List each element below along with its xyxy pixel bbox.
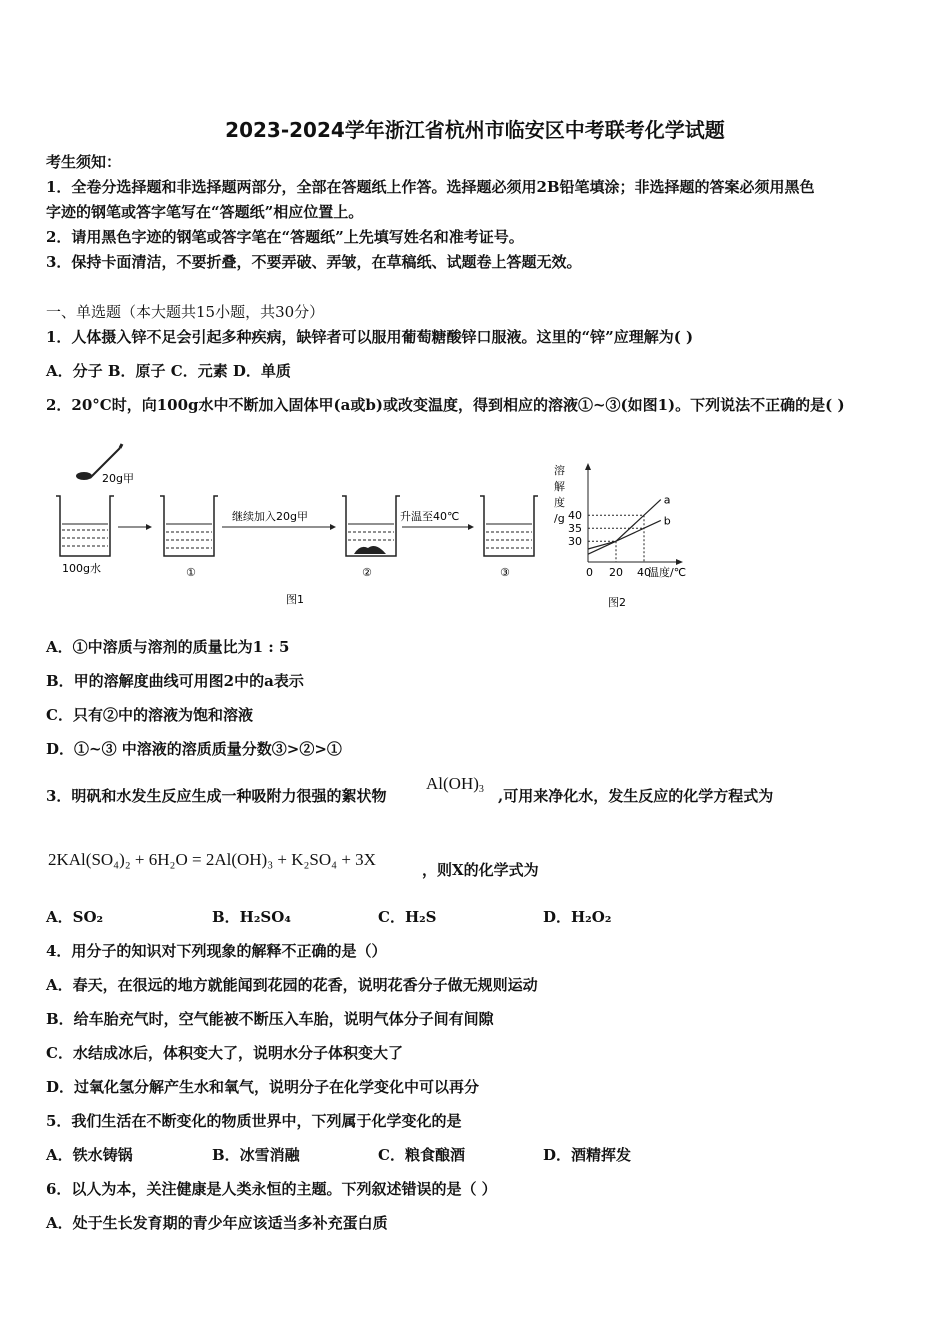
q1-options: A．分子 B．原子 C．元素 D．单质 [46,362,291,380]
arrow-3-label: 升温至40℃ [400,510,460,523]
x-tick-0: 0 [586,566,593,579]
q3-stem-a: 3．明矾和水发生反应生成一种吸附力很强的絮状物 [46,787,387,805]
notice-heading: 考生须知： [46,153,122,171]
q2-option-d: D．①~③ 中溶液的溶质质量分数③>②>① [46,740,342,758]
q5-option-b: B．冰雪消融 [212,1146,300,1164]
water-label: 100g水 [62,562,101,575]
y-tick-40: 40 [568,509,582,523]
q2-option-a: A．①中溶质与溶剂的质量比为1 : 5 [46,638,290,656]
beaker-2-label: ② [362,566,372,579]
q3-equation: 2KAl(SO₄)₂ + 6H₂O = 2Al(OH)₃ + K₂SO₄ + 3X [48,850,376,869]
figure-1-caption: 图1 [286,593,304,606]
y-axis-arrow [585,463,591,470]
q4-stem: 4．用分子的知识对下列现象的解释不正确的是（） [46,942,387,960]
arrow-3-head [468,524,474,530]
notice-line-1b: 字迹的钢笔或答字笔写在“答题纸”相应位置上。 [46,203,364,221]
y-tick-35: 35 [568,522,582,536]
q4-option-c: C．水结成冰后，体积变大了，说明水分子体积变大了 [46,1044,403,1062]
x-tick-40: 40 [637,566,651,579]
chart-ylabel-4: /g [554,512,565,525]
q3-equation-tail: ，则X的化学式为 [422,861,539,879]
beaker-3 [480,496,538,556]
figure-1 [50,438,550,610]
figure-2-caption: 图2 [608,596,626,609]
q4-option-a: A．春天，在很远的地方就能闻到花园的花香，说明花香分子做无规则运动 [46,976,538,994]
chart-ylabel-3: 度 [554,496,565,509]
q2-option-b: B．甲的溶解度曲线可用图2中的a表示 [46,672,304,690]
q5-option-a: A．铁水铸锅 [46,1146,133,1164]
q4-option-b: B．给车胎充气时，空气能被不断压入车胎，说明气体分子间有间隙 [46,1010,494,1028]
q5-stem: 5．我们生活在不断变化的物质世界中，下列属于化学变化的是 [46,1112,462,1130]
q1-stem: 1．人体摄入锌不足会引起多种疾病，缺锌者可以服用葡萄糖酸锌口服液。这里的“锌”应理解为( ) [46,328,694,346]
y-tick-30: 30 [568,535,582,549]
spoon-label: 20g甲 [102,472,134,485]
solubility-chart [550,460,720,612]
chart-xlabel: 温度/℃ [648,566,687,579]
notice-line-1: 1．全卷分选择题和非选择题两部分，全部在答题纸上作答。选择题必须用2B铅笔填涂；非选择题的答案必须用黑色 [46,178,815,196]
beaker-1 [160,496,218,556]
notice-line-2: 2．请用黑色字迹的钢笔或答字笔在“答题纸”上先填写姓名和准考证号。 [46,228,524,246]
q3-option-d: D．H₂O₂ [543,908,612,926]
series-a-label: a [663,493,671,507]
aloh-text: Al(OH) [426,774,479,793]
q2-option-c: C．只有②中的溶液为饱和溶液 [46,706,253,724]
notice-line-3: 3．保持卡面清洁，不要折叠，不要弄破、弄皱，在草稿纸、试题卷上答题无效。 [46,253,582,271]
chart-ylabel-2: 解 [554,480,565,493]
beaker-3-label: ③ [500,566,510,579]
series-b-label: b [663,514,671,528]
q3-option-b: B．H₂SO₄ [212,908,291,926]
arrow-1-head [146,524,152,530]
undissolved-solid [354,546,386,554]
arrow-2-head [330,524,336,530]
beaker-2 [342,496,400,556]
q5-option-c: C．粮食酿酒 [378,1146,465,1164]
q3-option-c: C．H₂S [378,908,437,926]
q2-stem: 2．20°C时，向100g水中不断加入固体甲(a或b)或改变温度，得到相应的溶液①~③(如图1)。下列说法不正确的是( ) [46,396,845,414]
x-axis-arrow [676,559,683,565]
q3-option-a: A．SO₂ [46,908,104,926]
q3-stem-b: ,可用来净化水，发生反应的化学方程式为 [498,787,774,805]
q4-option-d: D．过氧化氢分解产生水和氧气，说明分子在化学变化中可以再分 [46,1078,480,1096]
beaker-1-label: ① [186,566,196,579]
chart-ylabel-1: 溶 [554,464,565,477]
arrow-2-label: 继续加入20g甲 [232,510,308,523]
q3-formula-aloh: $Al(OH)_3$ [426,774,484,795]
beaker-water [56,496,114,556]
series-b-line [588,520,661,549]
x-tick-20: 20 [609,566,623,579]
q5-option-d: D．酒精挥发 [543,1146,632,1164]
q6-stem: 6．以人为本，关注健康是人类永恒的主题。下列叙述错误的是（ ） [46,1180,497,1198]
q6-option-a: A．处于生长发育期的青少年应该适当多补充蛋白质 [46,1214,388,1232]
section-heading: 一、单选题（本大题共15小题，共30分） [46,303,325,321]
page-title: 2023-2024学年浙江省杭州市临安区中考联考化学试题 [225,118,725,142]
